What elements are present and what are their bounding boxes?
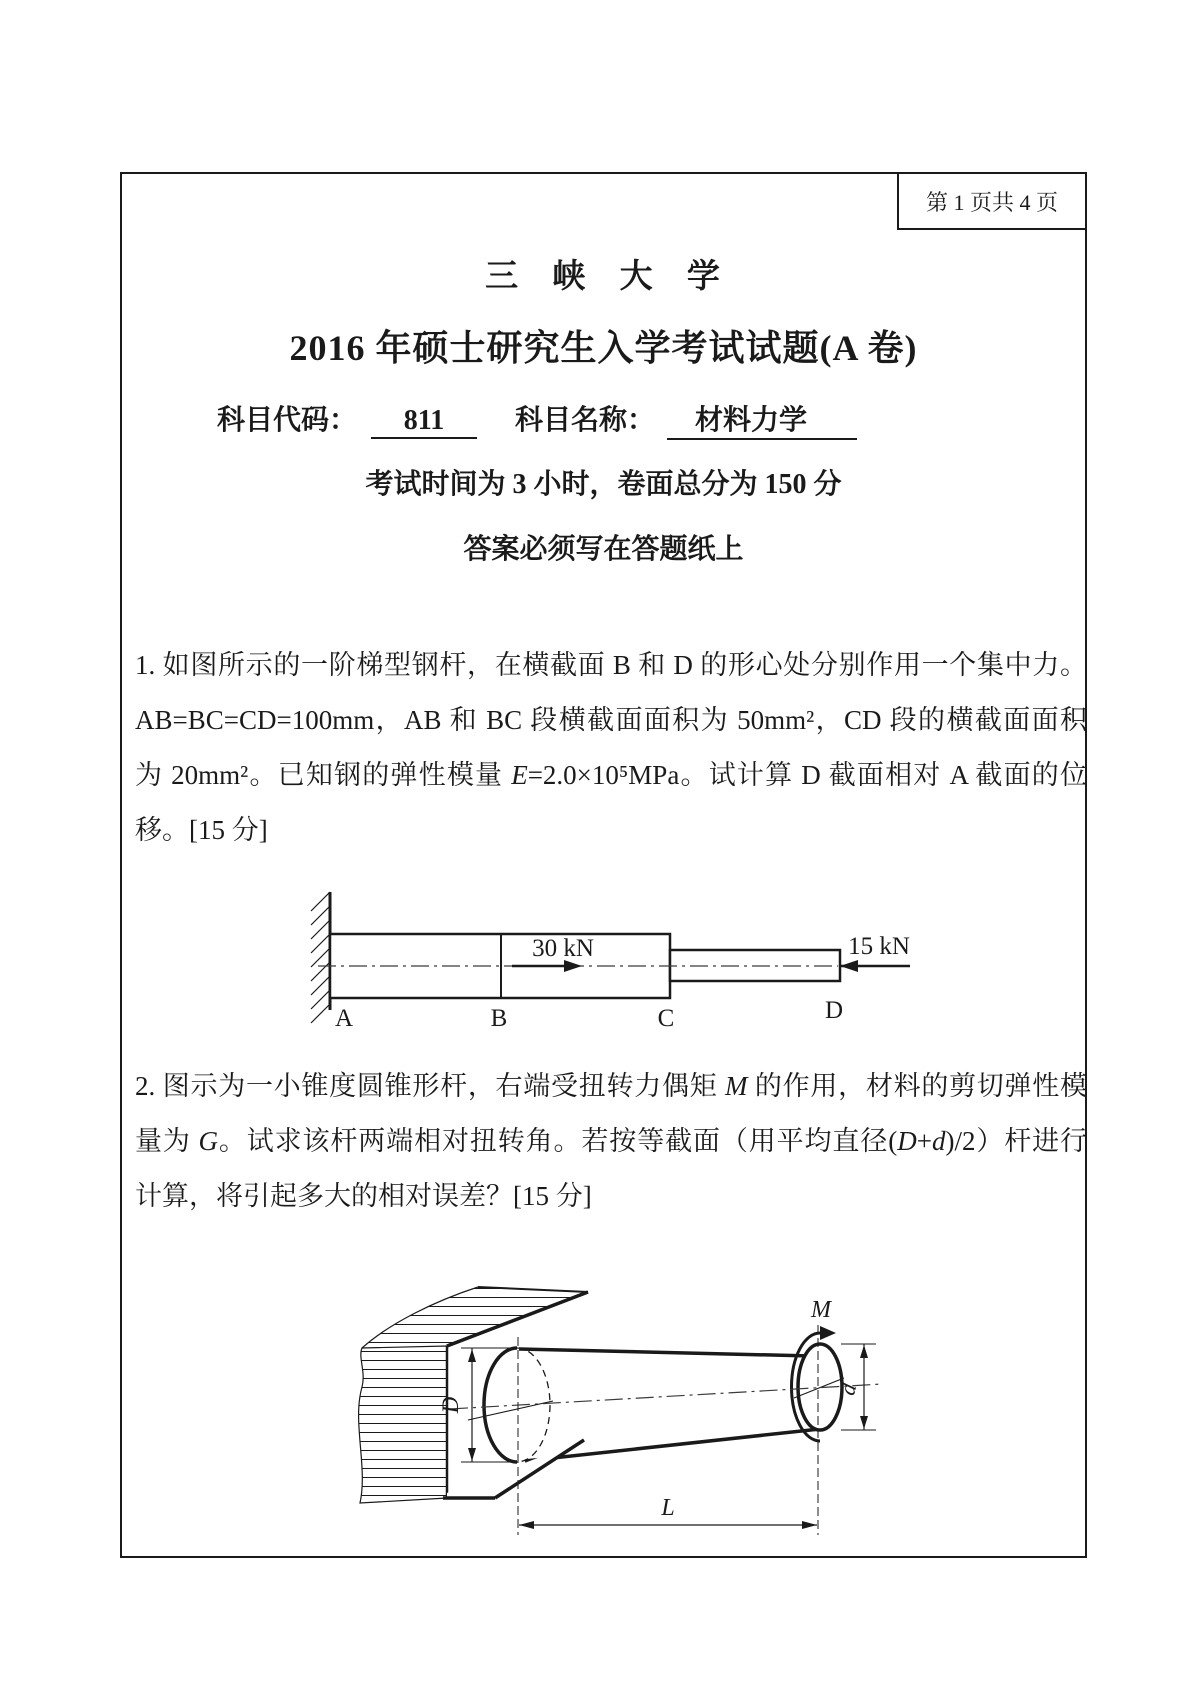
wall-bottom-diagonal [495,1440,584,1498]
wall-front-face [359,1346,447,1503]
subject-name-value: 材料力学 [667,398,857,440]
figure-q1-stepped-bar [282,880,912,1040]
subject-code-value: 811 [371,405,477,439]
torque-arrowhead [820,1326,836,1340]
fixed-wall-hatching [311,892,330,1023]
point-label-d: D [824,997,844,1024]
torque-label: M [811,1297,831,1323]
question-2-text [135,1069,1087,1234]
page-border [120,172,1087,1558]
cone-top-silhouette [519,1349,812,1356]
q1-line-2: AB=BC=CD=100mm，AB 和 BC 段横截面面积为 50mm²，CD 段的横截面面积 [135,705,1087,735]
force-arrow-15kn [840,960,910,972]
answer-sheet-note: 答案必须写在答题纸上 [463,534,744,565]
figure-q2-conical-shaft [332,1257,902,1547]
q2-line-3: 计算，将引起多大的相对误差？[15 分] [135,1181,592,1211]
q2-line-2: 量为 G。试求该杆两端相对扭转角。若按等截面（用平均直径(D+d)/2）杆进行 [135,1126,1087,1156]
wall-bottom-face [447,1440,584,1498]
point-label-a: A [334,1005,354,1032]
university-title: 三 峡 大 学 [485,259,722,295]
q1-line-3: 为 20mm²。已知钢的弹性模量 E=2.0×10⁵MPa。试计算 D 截面相对 A 截面的位 [135,760,1087,790]
cone-bottom-silhouette [525,1429,820,1461]
exam-title: 2016 年硕士研究生入学考试试题(A 卷) [289,328,918,368]
subject-line [217,398,857,440]
q2-line-1: 2. 图示为一小锥度圆锥形杆，右端受扭转力偶矩 M 的作用，材料的剪切弹性模 [135,1071,1087,1101]
q1-line-1: 1. 如图所示的一阶梯型钢杆，在横截面 B 和 D 的形心处分别作用一个集中力。 [135,650,1087,680]
page-number-text: 第 1 页共 4 页 [925,189,1058,215]
wall-top-face [362,1287,588,1348]
question-1-text [135,648,1087,868]
subject-name-label: 科目名称： [515,405,656,436]
q1-line-4: 移。[15 分] [135,815,268,845]
force-label-30kn: 30 kN [532,935,594,962]
point-label-c: C [657,1005,675,1032]
dimension-length [519,1521,817,1529]
page-number-box [897,172,1087,230]
dim-label-big-diameter: D [438,1396,463,1414]
subject-code-label: 科目代码： [217,405,358,436]
point-label-b: B [490,1005,508,1032]
big-end-center-mark [468,1401,553,1420]
dim-label-length: L [661,1495,675,1521]
dimension-d-big [461,1348,518,1462]
dim-label-small-diameter: d [834,1380,862,1398]
exam-duration-line: 考试时间为 3 小时，卷面总分为 150 分 [365,469,842,500]
force-label-15kn: 15 kN [848,933,910,960]
